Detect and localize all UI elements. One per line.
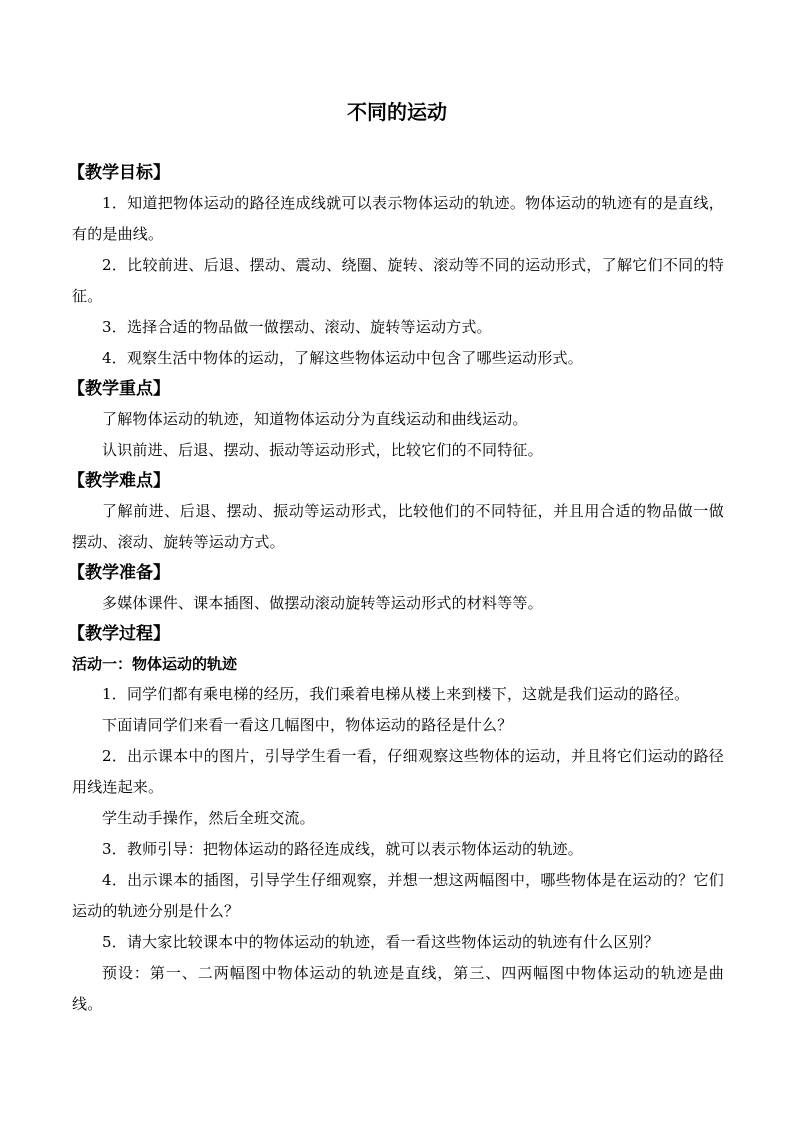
paragraph: 4．观察生活中物体的运动，了解这些物体运动中包含了哪些运动形式。 — [102, 349, 583, 367]
paragraph: 下面请同学们来看一看这几幅图中，物体运动的路径是什么？ — [102, 716, 513, 734]
document-title: 不同的运动 — [347, 100, 447, 124]
section-key-points — [68, 374, 724, 466]
section-heading: 【教学目标】 — [68, 163, 170, 183]
paragraph: 预设：第一、二两幅图中物体运动的轨迹是直线，第三、四两幅图中物体运动的轨迹是曲线。 — [72, 964, 724, 1013]
paragraph: 了解前进、后退、摆动、振动等运动形式，比较他们的不同特征，并且用合适的物品做一做摆动、滚动、旋转等运动方式。 — [72, 502, 724, 551]
paragraph: 3．教师引导：把物体运动的路径连成线，就可以表示物体运动的轨迹。 — [102, 840, 583, 858]
document-body — [68, 158, 724, 1020]
section-heading: 【教学难点】 — [68, 471, 170, 491]
paragraph: 3．选择合适的物品做一做摆动、滚动、旋转等运动方式。 — [102, 318, 492, 336]
section-heading: 【教学重点】 — [68, 379, 170, 399]
paragraph: 4．出示课本的插图，引导学生仔细观察，并想一想这两幅图中，哪些物体是在运动的？它们运动的轨迹分别是什么？ — [72, 871, 724, 920]
paragraph: 1．知道把物体运动的路径连成线就可以表示物体运动的轨迹。物体运动的轨迹有的是直线，有的是曲线。 — [72, 194, 724, 243]
paragraph: 2．比较前进、后退、摆动、震动、绕圈、旋转、滚动等不同的运动形式，了解它们不同的特征。 — [72, 256, 724, 305]
section-teaching-goals — [68, 158, 724, 374]
paragraph: 1．同学们都有乘电梯的经历，我们乘着电梯从楼上来到楼下，这就是我们运动的路径。 — [102, 685, 690, 703]
section-difficulties — [68, 466, 724, 558]
paragraph: 学生动手操作，然后全班交流。 — [102, 809, 315, 827]
paragraph: 多媒体课件、课本插图、做摆动滚动旋转等运动形式的材料等等。 — [102, 594, 543, 612]
section-teaching-process — [68, 619, 724, 1020]
paragraph: 2．出示课本中的图片，引导学生看一看，仔细观察这些物体的运动，并且将它们运动的路径用线连起来。 — [72, 747, 724, 796]
paragraph: 了解物体运动的轨迹，知道物体运动分为直线运动和曲线运动。 — [102, 410, 528, 428]
section-preparation — [68, 558, 724, 619]
section-heading: 【教学过程】 — [68, 624, 170, 644]
paragraph: 认识前进、后退、摆动、振动等运动形式，比较它们的不同特征。 — [102, 441, 543, 459]
paragraph: 5．请大家比较课本中的物体运动的轨迹，看一看这些物体运动的轨迹有什么区别？ — [102, 933, 659, 951]
activity-heading: 活动一：物体运动的轨迹 — [72, 655, 238, 673]
section-heading: 【教学准备】 — [68, 563, 170, 583]
